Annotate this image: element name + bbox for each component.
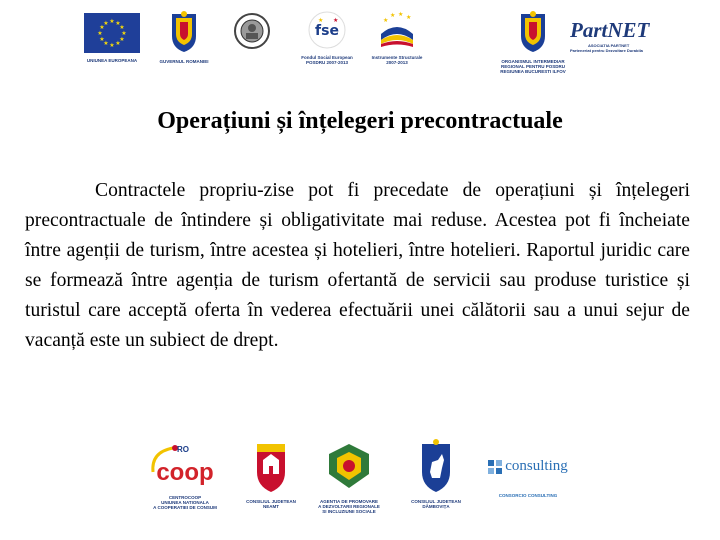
- eu-flag-icon: [84, 13, 140, 53]
- centrocoop-logo: [140, 438, 230, 510]
- neamt-county-logo: [240, 438, 302, 509]
- consulting-caption: CONSORCIO CONSULTING: [498, 493, 558, 498]
- coop-wordmark: coop: [156, 459, 214, 486]
- svg-text:★: ★: [99, 36, 105, 43]
- romania-coat-of-arms-icon: [518, 10, 548, 54]
- neamt-coat-of-arms-icon: [253, 438, 289, 494]
- is-caption-line1: Instrumente Structurale: [371, 55, 423, 60]
- fse-icon: [307, 10, 347, 50]
- coop-caption-line1: CENTROCOOP: [168, 495, 202, 500]
- svg-text:★: ★: [318, 17, 324, 24]
- fse-caption-line1: Fondul Social European: [301, 55, 353, 60]
- svg-text:★: ★: [406, 14, 412, 21]
- svg-text:★: ★: [119, 24, 125, 31]
- structural-instruments-logo: [362, 10, 432, 65]
- svg-text:★: ★: [121, 30, 127, 37]
- seal-logo: [232, 12, 272, 55]
- fse-caption-line2: POSDRU 2007-2013: [305, 60, 349, 65]
- eu-caption: UNIUNEA EUROPEANA: [86, 58, 138, 63]
- adr-caption-line1: AGENTIA DE PROMOVARE: [319, 499, 378, 504]
- header-logo-strip: [70, 8, 660, 78]
- svg-text:★: ★: [333, 17, 339, 24]
- partnet-tagline-line1: ASOCIATIA PARTNET: [588, 43, 630, 48]
- svg-text:★: ★: [97, 30, 103, 37]
- oi-caption-line3: REGIUNEA BUCURESTI ILFOV: [500, 69, 566, 74]
- partnet-logo: [570, 18, 660, 53]
- coop-caption-line2: UNIUNEA NATIONALA: [161, 500, 209, 505]
- adr-emblem-icon: [319, 438, 379, 494]
- is-caption-line2: 2007-2013: [386, 60, 408, 65]
- neamt-caption-line1: CONSILIUL JUDETEAN: [246, 499, 296, 504]
- svg-text:★: ★: [383, 17, 389, 24]
- svg-text:★: ★: [119, 36, 125, 43]
- partnet-wordmark: PartNET: [570, 18, 650, 42]
- dambovita-county-logo: [402, 438, 470, 509]
- eu-logo: [82, 13, 142, 63]
- consulting-wordmark: consulting: [505, 458, 568, 474]
- structural-instruments-icon: [375, 10, 419, 50]
- svg-text:★: ★: [103, 20, 109, 27]
- coop-ro-label: RO: [177, 445, 189, 454]
- svg-text:★: ★: [390, 12, 396, 19]
- partnet-tagline-line2: Parteneriat pentru Dezvoltare Durabila: [570, 48, 643, 53]
- dambovita-coat-of-arms-icon: [418, 438, 454, 494]
- svg-text:★: ★: [99, 24, 105, 31]
- oi-posdru-logo: [492, 10, 574, 74]
- svg-text:fse: fse: [315, 23, 339, 39]
- round-seal-icon: [233, 12, 271, 50]
- gov-caption: GUVERNUL ROMANIEI: [159, 59, 209, 64]
- svg-text:★: ★: [115, 40, 121, 47]
- neamt-caption-line2: NEAMT: [263, 504, 279, 509]
- page-title: Operațiuni și înțelegeri precontractuale: [157, 108, 563, 134]
- oi-caption-line2: REGIONAL PENTRU POSDRU: [501, 64, 565, 69]
- body-paragraph: Contractele propriu-zise pot fi precedate de operațiuni și înțelegeri precontractuale de întindere și obligativitate mai reduse. Acestea pot fi încheiate între agenții de turism, între acestea și hotelieri, între hotelieri. Raportul juridic care se formează între agenția de turism ofertantă de servicii sau produse turistice și turistul care acceptă oferta în vederea efectuării unei călătorii sau a unui sejur de vacanță este un subiect de drept.: [25, 180, 690, 351]
- adr-agency-logo: [306, 438, 392, 514]
- dambovita-caption-line2: DÂMBOVIȚA: [422, 504, 450, 509]
- adr-caption-line3: SI INCLUZIUNII SOCIALE: [322, 509, 376, 514]
- svg-text:★: ★: [398, 11, 404, 18]
- romania-coat-of-arms-icon: [169, 10, 199, 54]
- svg-text:★: ★: [115, 20, 121, 27]
- gov-logo: [152, 10, 216, 64]
- svg-text:★: ★: [103, 40, 109, 47]
- adr-caption-line2: A DEZVOLTARII REGIONALE: [318, 504, 380, 509]
- footer-logo-strip: [140, 438, 580, 520]
- coop-emblem-icon: [145, 438, 225, 490]
- svg-text:★: ★: [109, 18, 115, 25]
- dambovita-caption-line1: CONSILIUL JUDETEAN: [411, 499, 461, 504]
- coop-caption-line3: A COOPERATIEI DE CONSUM: [153, 505, 217, 510]
- fse-logo: [292, 10, 362, 65]
- consulting-logo: [480, 458, 576, 498]
- consulting-grid-icon: [488, 460, 502, 474]
- oi-caption-line1: ORGANISMUL INTERMEDIAR: [501, 59, 565, 64]
- svg-text:★: ★: [109, 42, 115, 49]
